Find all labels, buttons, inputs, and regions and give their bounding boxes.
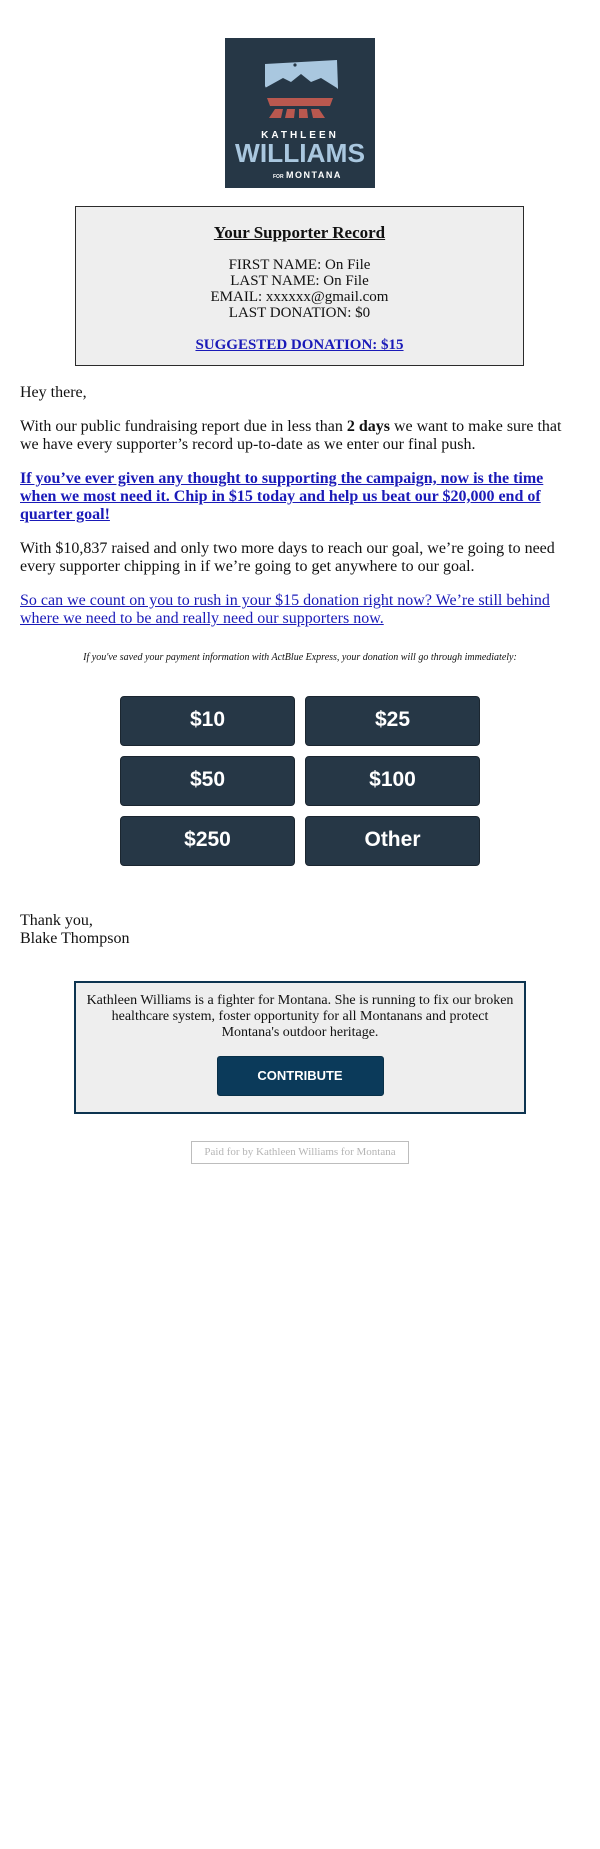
chip-in-link[interactable]: If you’ve ever given any thought to supporting the campaign, now is the time when we most need it. Chip in $15 today and help us beat our $20,000 end of quarter goal! xyxy=(20,470,544,523)
paid-for-disclaimer: Paid for by Kathleen Williams for Montana xyxy=(191,1141,409,1164)
campaign-logo xyxy=(225,38,375,188)
supporter-record-title: Your Supporter Record xyxy=(213,223,386,242)
record-first-name: FIRST NAME: On File xyxy=(228,257,371,273)
logo-line2: WILLIAMS xyxy=(235,138,365,168)
signoff-name: Blake Thompson xyxy=(20,930,130,947)
p1-bold-days: 2 days xyxy=(346,418,390,435)
record-email: EMAIL: xxxxxx@gmail.com xyxy=(210,289,389,305)
record-last-name: LAST NAME: On File xyxy=(230,273,369,289)
donate-other-button[interactable]: Other xyxy=(305,816,480,866)
p1-text-after: we want to make sure that we have every supporter’s record up-to-date as we enter our final push. xyxy=(20,418,562,453)
signoff xyxy=(20,912,580,948)
p1-text-before: With our public fundraising report due in less than xyxy=(20,418,347,435)
paragraph-raised: With $10,837 raised and only two more days to reach our goal, we’re going to need every supporter chipping in if we’re going to get anywhere to our goal. xyxy=(20,540,555,575)
paragraph-chip-in xyxy=(20,470,580,524)
paragraph-report-due xyxy=(20,418,580,454)
greeting: Hey there, xyxy=(20,384,87,401)
suggested-donation-link[interactable]: SUGGESTED DONATION: $15 xyxy=(195,337,404,353)
donate-25-button[interactable]: $25 xyxy=(305,696,480,746)
rush-donation-link[interactable]: So can we count on you to rush in your $15 donation right now? We’re still behind where we need to be and really need our supporters now. xyxy=(20,592,550,627)
donate-50-button[interactable]: $50 xyxy=(120,756,295,806)
logo-line1: KATHLEEN xyxy=(261,130,339,141)
signoff-thanks: Thank you, xyxy=(20,912,93,929)
logo-line3: MONTANA xyxy=(286,170,342,180)
logo-line3-prefix: FOR xyxy=(273,174,284,180)
supporter-record-box xyxy=(75,206,524,366)
donate-250-button[interactable]: $250 xyxy=(120,816,295,866)
donate-10-button[interactable]: $10 xyxy=(120,696,295,746)
actblue-express-note: If you've saved your payment information with ActBlue Express, your donation will go through immediately: xyxy=(83,652,517,663)
candidate-bio-text: Kathleen Williams is a fighter for Montana. She is running to fix our broken healthcare system, foster opportunity for all Montanans and protect Montana's outdoor heritage. xyxy=(86,993,514,1040)
contribute-button[interactable]: CONTRIBUTE xyxy=(217,1056,384,1096)
record-last-donation: LAST DONATION: $0 xyxy=(228,305,371,321)
donate-100-button[interactable]: $100 xyxy=(305,756,480,806)
paragraph-rush-donation xyxy=(20,592,580,628)
candidate-bio-box xyxy=(74,981,526,1114)
